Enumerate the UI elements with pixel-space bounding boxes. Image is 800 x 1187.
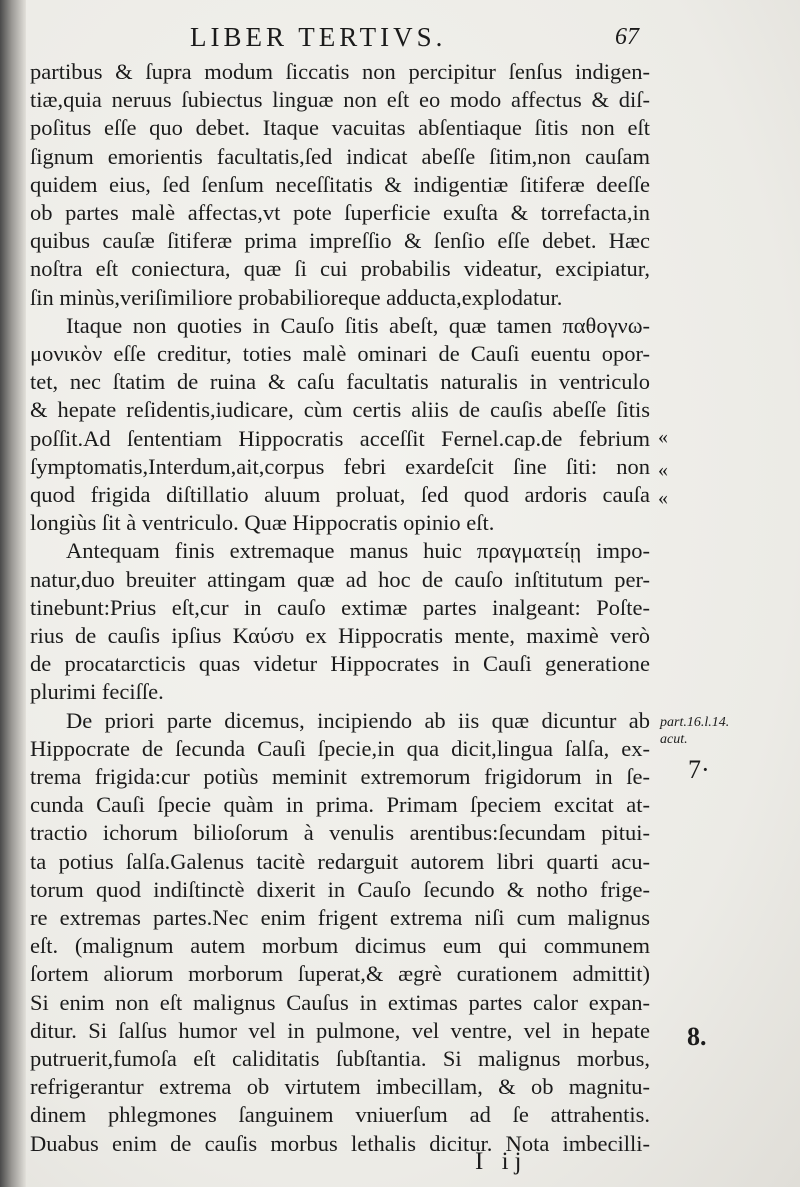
text-line: Si enim non eſt malignus Cauſus in extimas partes calor expan- — [30, 989, 650, 1015]
text-line: ſignum emorientis facultatis,ſed indicat abeſſe ſitim,non cauſam — [30, 143, 650, 169]
margin-section-number: 8. — [687, 1022, 707, 1051]
text-line: Itaque non quoties in Cauſo ſitis abeſt, quæ tamen παθογνω- — [66, 312, 650, 338]
text-line: tractio ichorum bilioſorum à venulis arentibus:ſecundam pitui- — [30, 820, 650, 846]
text-line: quidem eius, ſed ſenſum neceſſitatis & indigentiæ ſitiferæ deeſſe — [30, 171, 650, 197]
running-head — [190, 22, 750, 58]
margin-quote-mark: « — [658, 487, 668, 509]
text-line: cunda Cauſi ſpecie quàm in prima. Primam ſpeciem excitat at- — [30, 792, 650, 818]
text-line: ſortem aliorum morborum ſuperat,& ægrè curationem admittit) — [30, 961, 650, 987]
text-line: rius de cauſis ipſius Καύσυ ex Hippocratis mente, maximè verò — [30, 623, 650, 648]
margin-citation — [660, 714, 729, 748]
text-line: partibus & ſupra modum ſiccatis non percipitur ſenſus indigen- — [30, 59, 650, 84]
text-line: plurimi feciſſe. — [30, 679, 164, 705]
text-line: dinem phlegmones ſanguinem vniuerſum ad ſe attrahentis. — [30, 1102, 650, 1128]
text-line: eſt. (malignum autem morbum dicimus eum qui communem — [30, 933, 650, 959]
text-line: torum quod indiſtinctè dixerit in Cauſo ſecundo & notho frige- — [30, 876, 650, 902]
text-line: tet, nec ſtatim de ruina & caſu facultatis naturalis in ventriculo — [30, 369, 650, 395]
text-line: ta potius ſalſa.Galenus tacitè redarguit autorem libri quarti acu- — [30, 848, 650, 874]
text-line: putruerit,fumoſa eſt caliditatis ſubſtantia. Si malignus morbus, — [30, 1046, 650, 1071]
margin-quote-mark: « — [658, 459, 668, 481]
text-line: trema frigida:cur potiùs meminit extremorum frigidorum in ſe- — [30, 764, 650, 789]
text-line: re extremas partes.Nec enim frigent extrema niſi cum malignus — [30, 905, 650, 930]
text-line: noſtra eſt coniectura, quæ ſi cui probabilis videatur, excipiatur, — [30, 256, 650, 282]
text-line: tinebunt:Prius eſt,cur in cauſo extimæ partes inalgeant: Poſte- — [30, 594, 650, 620]
text-line: tiæ,quia neruus ſubiectus linguæ non eſt eo modo affectus & diſ- — [30, 87, 650, 113]
text-line: natur,duo breuiter attingam quæ ad hoc de cauſo inſtitutum per- — [30, 566, 650, 592]
text-line: de procatarcticis quas videtur Hippocrates in Cauſi generatione — [30, 651, 650, 677]
show-through-ghost-text — [650, 150, 800, 1050]
margin-section-number: 7· — [688, 755, 710, 784]
page-gutter-shadow — [0, 0, 26, 1187]
text-line: longiùs ſit à ventriculo. Quæ Hippocratis opinio eſt. — [30, 510, 495, 536]
text-line: quod frigida diſtillatio aluum proluat, ſed quod ardoris cauſa — [30, 482, 650, 507]
text-line: refrigerantur extrema ob virtutem imbecillam, & ob magnitu- — [30, 1074, 650, 1100]
margin-citation-line2: acut. — [660, 732, 688, 747]
margin-quote-mark: « — [658, 426, 668, 448]
signature-mark: I ij — [475, 1148, 528, 1175]
margin-citation-line1: part.16.l.14. — [660, 715, 730, 730]
page-number: 67 — [615, 24, 639, 50]
text-line: quibus cauſæ ſitiferæ prima impreſſio & ſenſio eſſe debet. Hæc — [30, 228, 650, 254]
text-line: Antequam finis extremaque manus huic πραγματείῃ impo- — [66, 538, 650, 564]
text-line: De priori parte dicemus, incipiendo ab iis quæ dicuntur ab — [66, 707, 650, 733]
text-line: poſitus eſſe quo debet. Itaque vacuitas abſentiaque ſitis non eſt — [30, 115, 650, 141]
text-line: μονικὸν eſſe creditur, toties malè ominari de Cauſi euentu opor- — [30, 341, 650, 366]
text-line: & hepate reſidentis,iudicare, cùm certis aliis de cauſis abeſſe ſitis — [30, 397, 650, 423]
text-line: Hippocrate de ſecunda Cauſi ſpecie,in qua dicit,lingua ſalſa, ex- — [30, 735, 650, 761]
text-line: ſin minùs,veriſimiliore probabilioreque adducta,explodatur. — [30, 284, 563, 310]
running-head-title: LIBER TERTIVS. — [190, 22, 447, 52]
text-line: ob partes malè affectas,vt pote ſuperficie exuſta & torrefacta,in — [30, 200, 650, 225]
text-line: ſymptomatis,Interdum,ait,corpus febri exardeſcit ſine ſiti: non — [30, 453, 650, 479]
text-line: Duabus enim de cauſis morbus lethalis dicitur. Nota imbecilli- — [30, 1130, 650, 1156]
text-line: ditur. Si ſalſus humor vel in pulmone, vel ventre, vel in hepate — [30, 1017, 650, 1043]
text-line: poſſit.Ad ſententiam Hippocratis acceſſit Fernel.cap.de febrium — [30, 425, 650, 451]
